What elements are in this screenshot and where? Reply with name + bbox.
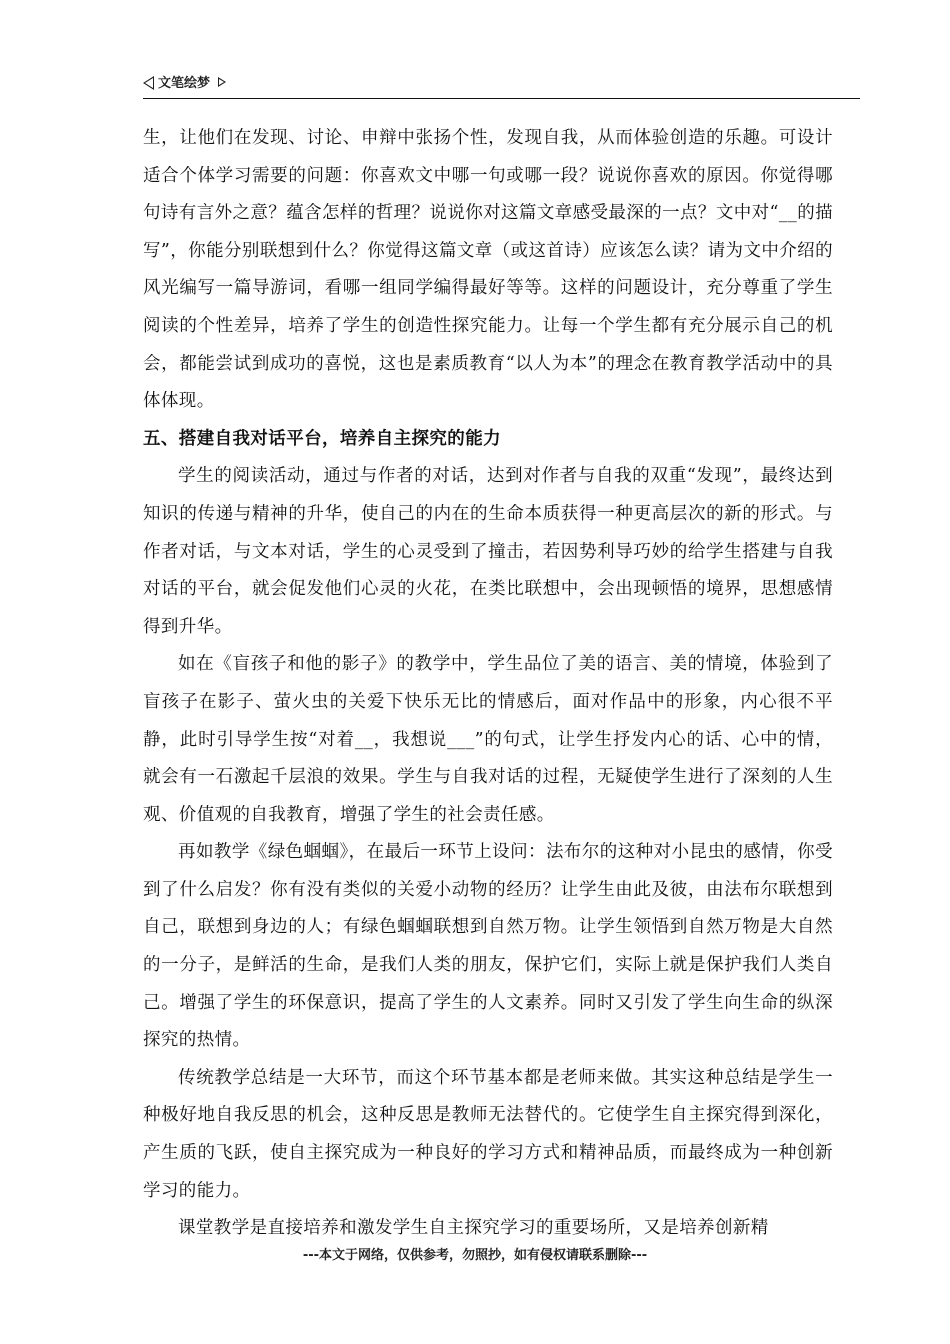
paragraph-continuation: 生，让他们在发现、讨论、申辩中张扬个性，发现自我，从而体验创造的乐趣。可设计适合个体学习需要的问题：你喜欢文中哪一句或哪一段？说说你喜欢的原因。你觉得哪句诗有言外之意？蕴含怎样的哲理？说说你对这篇文章感受最深的一点？文中对“__的描写”，你能分别联想到什么？你觉得这篇文章（或这首诗）应该怎么读？请为文中介绍的风光编写一篇导游词，看哪一组同学编得最好等等。这样的问题设计，充分尊重了学生阅读的个性差异，培养了学生的创造性探究能力。让每一个学生都有充分展示自己的机会，都能尝试到成功的喜悦，这也是素质教育“以人为本”的理念在教育教学活动中的具体体现。	[143, 128, 833, 412]
triangle-left-icon	[143, 76, 154, 90]
paragraph-classroom-teaching: 课堂教学是直接培养和激发学生自主探究学习的重要场所，又是培养创新精	[178, 1218, 769, 1239]
document-body	[143, 120, 833, 1248]
paragraph-blind-child-example: 如在《盲孩子和他的影子》的教学中，学生品位了美的语言、美的情境，体验到了盲孩子在影子、萤火虫的关爱下快乐无比的情感后，面对作品中的形象，内心很不平静，此时引导学生按“对着__，我想说___”的句式，让学生抒发内心的话、心中的情，就会有一石激起千层浪的效果。学生与自我对话的过程，无疑使学生进行了深刻的人生观、价值观的自我教育，增强了学生的社会责任感。	[143, 654, 833, 825]
section-heading-5: 五、搭建自我对话平台，培养自主探究的能力	[143, 428, 501, 449]
header-brand	[143, 74, 226, 94]
paragraph-dialogue-intro: 学生的阅读活动，通过与作者的对话，达到对作者与自我的双重“发现”，最终达到知识的传递与精神的升华，使自己的内在的生命本质获得一种更高层次的新的形式。与作者对话，与文本对话，学生的心灵受到了撞击，若因势利导巧妙的给学生搭建与自我对话的平台，就会促发他们心灵的火花，在类比联想中，会出现顿悟的境界，思想感情得到升华。	[143, 466, 833, 637]
triangle-right-icon	[218, 77, 226, 87]
paragraph-summary-reflection: 传统教学总结是一大环节，而这个环节基本都是老师来做。其实这种总结是学生一种极好地自我反思的机会，这种反思是教师无法替代的。它使学生自主探究得到深化，产生质的飞跃，使自主探究成为一种良好的学习方式和精神品质，而最终成为一种创新学习的能力。	[143, 1067, 833, 1201]
header-divider	[143, 98, 860, 99]
footer-notice: ---本文于网络，仅供参考，勿照抄，如有侵权请联系删除---	[302, 1248, 648, 1263]
header-title: 文笔绘梦	[158, 76, 211, 91]
paragraph-green-katydid-example: 再如教学《绿色蝈蝈》，在最后一环节上设问：法布尔的这种对小昆虫的感情，你受到了什么启发？你有没有类似的关爱小动物的经历？让学生由此及彼，由法布尔联想到自己，联想到身边的人；有绿色蝈蝈联想到自然万物。让学生领悟到自然万物是大自然的一分子，是鲜活的生命，是我们人类的朋友，保护它们，实际上就是保护我们人类自己。增强了学生的环保意识，提高了学生的人文素养。同时又引发了学生向生命的纵深探究的热情。	[143, 842, 833, 1051]
page-header	[143, 74, 860, 98]
